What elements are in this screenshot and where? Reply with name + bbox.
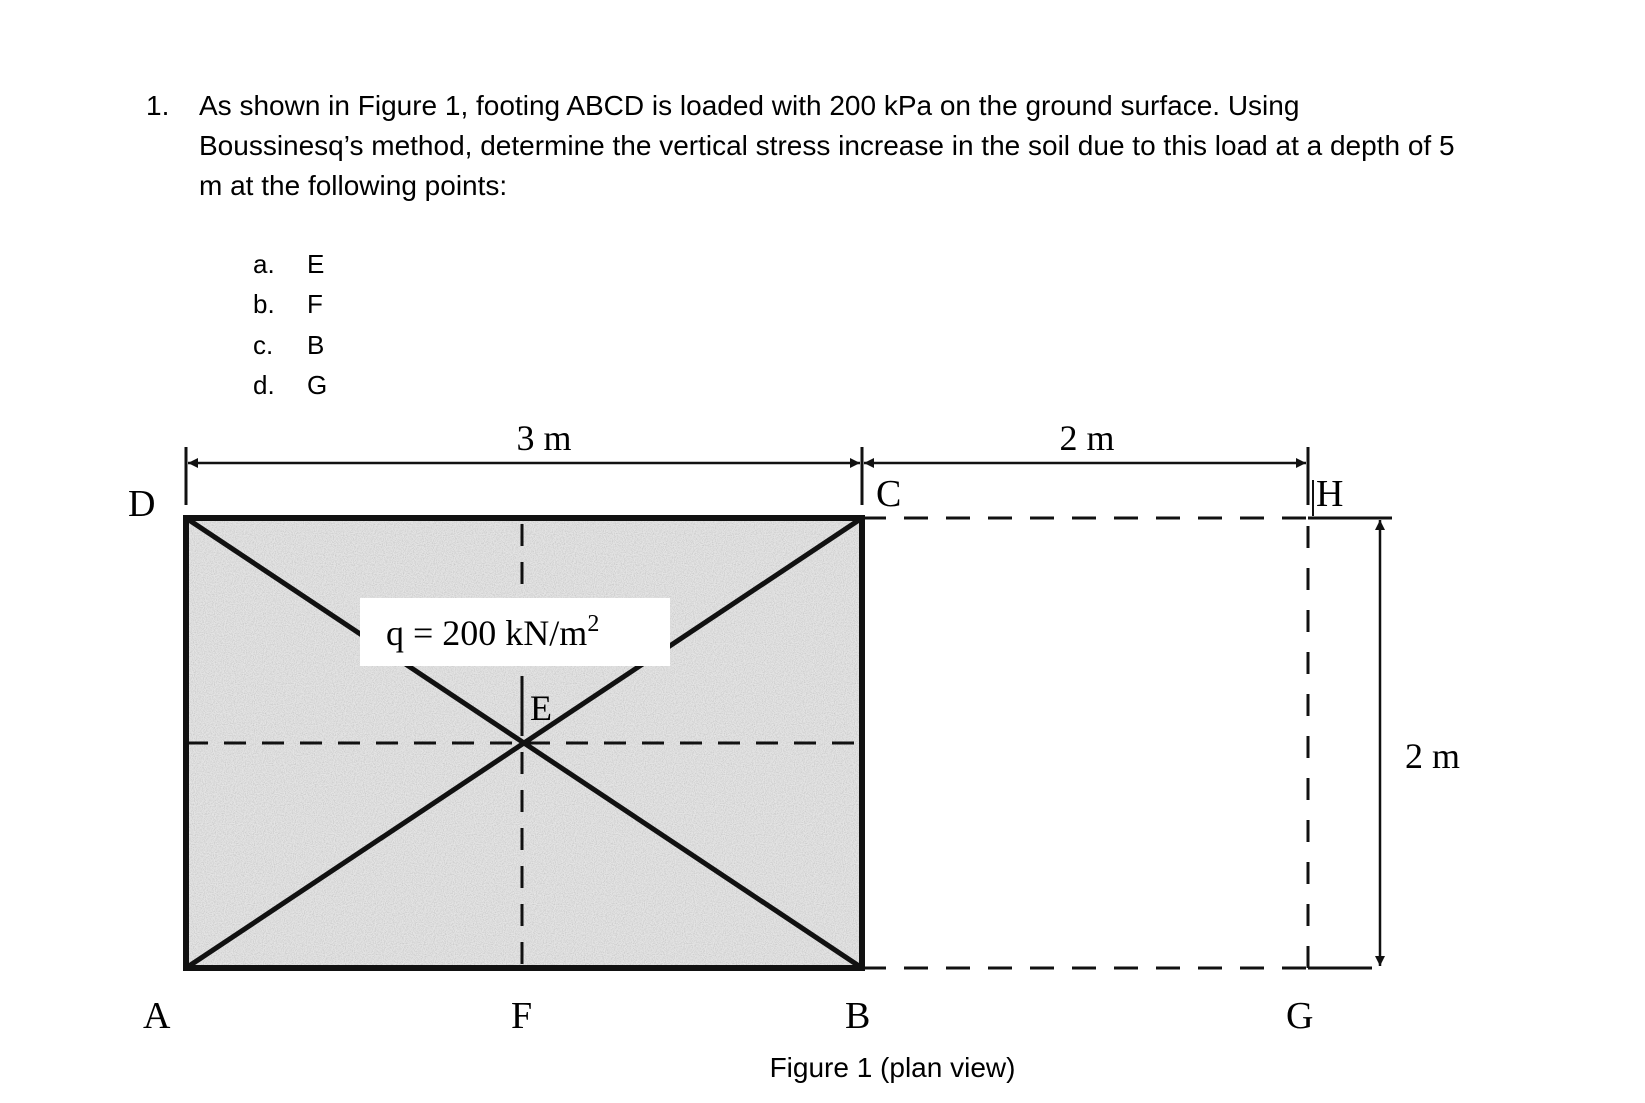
option-point: G [307, 370, 328, 400]
point-label-c: C [876, 473, 902, 515]
option-label: b. [253, 289, 275, 319]
dim-label-2m-right: 2 m [1405, 736, 1461, 776]
option-point: B [307, 330, 325, 360]
point-label-h: H [1316, 473, 1344, 515]
question-text: As shown in Figure 1, footing ABCD is loaded with 200 kPa on the ground surface. Using Boussinesq’s method, determine the vertical stress increase in the soil due to this load at a depth of 5 m at the following points: [199, 90, 1455, 201]
option-label: a. [253, 249, 275, 279]
point-label-f: F [511, 995, 533, 1037]
point-label-b: B [845, 995, 871, 1037]
point-label-e: E [530, 688, 552, 728]
option-point: E [307, 249, 325, 279]
point-label-g: G [1286, 995, 1314, 1037]
dim-label-2m-top: 2 m [1059, 418, 1115, 458]
option-label: c. [253, 330, 274, 360]
question-number: 1. [146, 90, 170, 121]
figure-caption: Figure 1 (plan view) [769, 1052, 1016, 1083]
point-label-d: D [128, 483, 156, 525]
point-label-a: A [143, 995, 171, 1037]
dim-label-3m: 3 m [516, 418, 572, 458]
load-label: q = 200 $kN/m^2$ [386, 611, 600, 653]
option-label: d. [253, 370, 275, 400]
option-point: F [307, 289, 323, 319]
